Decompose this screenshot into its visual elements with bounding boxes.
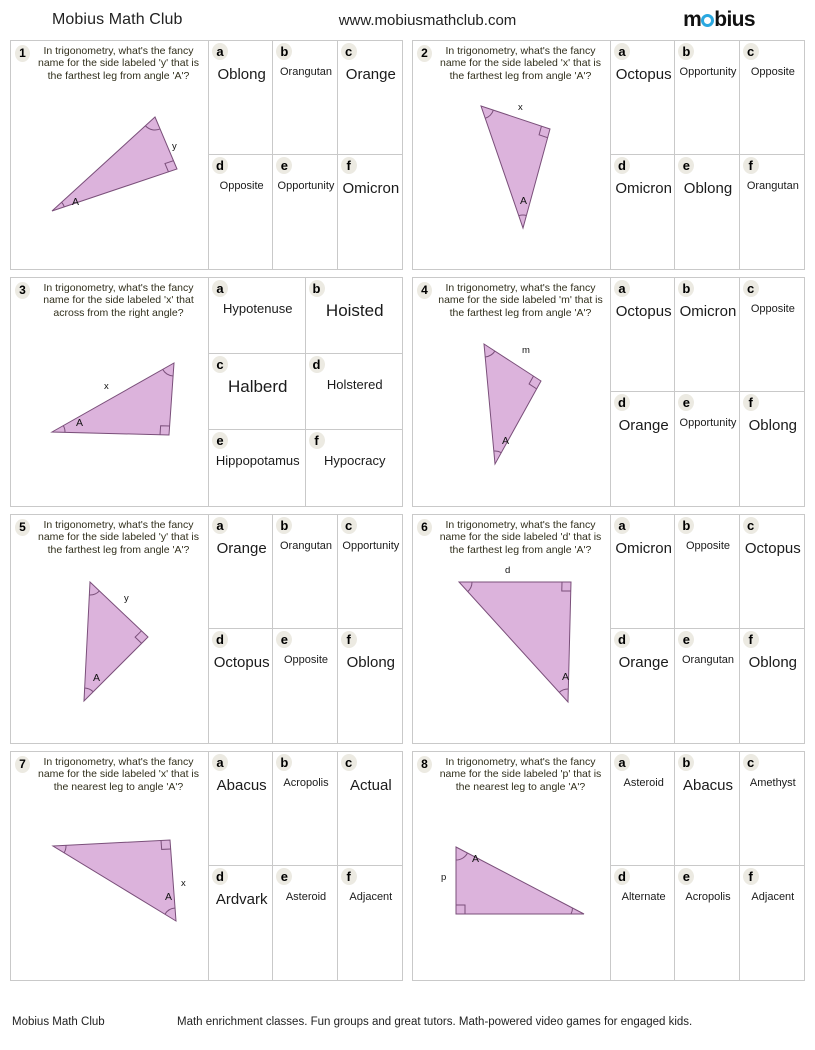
answer-options [611,278,804,506]
answer-option-f[interactable] [338,866,402,980]
answer-options [209,752,402,980]
answer-text: Abacus [682,777,734,794]
answer-text: Opposite [685,540,730,552]
answer-text: Orangutan [280,540,332,552]
answer-text: Oblong [748,417,798,434]
answer-option-b[interactable] [306,278,403,354]
triangle-svg [413,793,611,971]
answer-option-d[interactable] [611,866,675,980]
answer-text: Hippopotamus [215,453,300,468]
answer-option-d[interactable] [209,155,273,269]
answer-letter-badge: a [614,43,630,60]
answer-text: Opposite [219,180,264,192]
answer-text: Oblong [748,654,798,671]
answer-letter-badge: d [614,868,630,885]
answer-letter-badge: a [212,280,228,297]
answer-option-e[interactable] [273,629,337,743]
answer-letter-badge: f [743,868,759,885]
answer-letter-badge: e [276,157,292,174]
svg-text:p: p [441,872,447,884]
answer-text: Acropolis [283,777,329,789]
answer-letter-badge: f [743,631,759,648]
answer-text: Amethyst [749,777,796,789]
triangle-figure [413,556,610,743]
answer-letter-badge: d [212,157,228,174]
answer-letter-badge: b [678,280,694,297]
triangle-svg [413,82,611,260]
answer-text: Omicron [342,180,400,197]
answer-letter-badge: d [212,631,228,648]
answer-option-e[interactable] [675,392,739,506]
question-panel [11,41,209,269]
question-panel [11,752,209,980]
question-number-badge: 5 [15,519,30,536]
answer-letter-badge: a [212,43,228,60]
question-card [10,277,403,507]
answer-letter-badge: c [341,43,357,60]
answer-text: Hypotenuse [223,301,293,316]
svg-text:A: A [76,417,84,430]
answer-option-d[interactable] [209,629,273,743]
answer-option-d[interactable] [306,354,403,430]
answer-options [611,515,804,743]
question-text: In trigonometry, what's the fancy name for the side labeled 'x' that is the nearest leg to angle 'A'? [37,756,200,793]
answer-letter-badge: e [276,631,292,648]
triangle-figure [11,556,208,743]
question-text: In trigonometry, what's the fancy name for the side labeled 'x' that is the farthest leg from angle 'A'? [439,45,602,82]
answer-option-c[interactable] [740,278,804,392]
answer-option-a[interactable] [611,278,675,392]
triangle-figure [413,793,610,980]
footer-tagline: Math enrichment classes. Fun groups and great tutors. Math-powered video games for engaged kids. [177,1016,693,1028]
answer-text: Opposite [750,66,795,78]
answer-letter-badge: a [212,517,228,534]
triangle-svg [11,319,209,497]
svg-text:x: x [518,102,523,114]
question-card [10,514,403,744]
answer-text: Orange [216,540,267,557]
answer-text: Abacus [216,777,267,794]
question-panel [413,41,611,269]
answer-option-e[interactable] [273,155,337,269]
answer-text: Opposite [750,303,795,315]
answer-option-f[interactable] [740,629,804,743]
question-number-badge: 8 [417,756,432,773]
answer-option-b[interactable] [273,41,337,155]
answer-text: Opportunity [277,180,335,192]
answer-options [611,752,804,980]
answer-letter-badge: c [341,754,357,771]
triangle-svg [413,319,611,497]
answer-letter-badge: a [614,754,630,771]
answer-letter-badge: c [743,43,759,60]
answer-option-b[interactable] [273,515,337,629]
answer-letter-badge: c [743,517,759,534]
website-url: www.mobiusmathclub.com [338,11,517,29]
answer-option-c[interactable] [338,515,402,629]
answer-letter-badge: c [743,280,759,297]
page-footer [0,1016,815,1028]
triangle-svg [11,556,209,734]
answer-options [209,41,402,269]
answer-option-a[interactable] [209,41,273,155]
answer-option-b[interactable] [675,752,739,866]
answer-options [209,515,402,743]
answer-letter-badge: e [212,432,228,449]
question-card [412,277,805,507]
answer-text: Omicron [615,180,672,197]
answer-option-b[interactable] [273,752,337,866]
answer-text: Opportunity [679,417,737,429]
answer-option-d[interactable] [611,392,675,506]
answer-option-f[interactable] [740,155,804,269]
triangle-svg [11,793,209,971]
answer-text: Omicron [615,540,672,557]
triangle-figure [413,82,610,269]
answer-text: Orangutan [280,66,332,78]
question-panel [413,752,611,980]
answer-options [209,278,402,506]
answer-option-d[interactable] [611,629,675,743]
answer-option-f[interactable] [338,629,402,743]
answer-letter-badge: e [678,631,694,648]
answer-option-e[interactable] [675,629,739,743]
answer-option-e[interactable] [273,866,337,980]
answer-option-c[interactable] [740,41,804,155]
triangle-figure [11,793,208,980]
answer-letter-badge: a [614,517,630,534]
answer-letter-badge: e [678,157,694,174]
answer-letter-badge: f [743,157,759,174]
answer-letter-badge: f [341,868,357,885]
answer-letter-badge: d [309,356,325,373]
question-number-badge: 3 [15,282,30,299]
footer-brand: Mobius Math Club [12,1016,105,1028]
answer-option-c[interactable] [740,515,804,629]
answer-option-e[interactable] [209,430,306,506]
answer-option-b[interactable] [675,41,739,155]
answer-option-a[interactable] [611,41,675,155]
svg-text:x: x [181,878,186,890]
answer-text: Octopus [615,303,672,320]
answer-letter-badge: b [678,517,694,534]
answer-text: Orangutan [682,654,734,666]
question-text: In trigonometry, what's the fancy name for the side labeled 'x' that across from the right angle? [43,282,194,319]
answer-letter-badge: c [212,356,228,373]
question-card [10,40,403,270]
question-panel [413,278,611,506]
answer-text: Hoisted [325,301,384,320]
answer-letter-badge: b [678,754,694,771]
mobius-logo [637,9,797,31]
answer-option-a[interactable] [611,515,675,629]
logo-o-icon [701,14,714,27]
answer-option-c[interactable] [740,752,804,866]
answer-options [611,41,804,269]
svg-text:m: m [522,345,530,357]
answer-option-b[interactable] [675,515,739,629]
question-number-badge: 7 [15,756,30,773]
question-panel [11,278,209,506]
svg-text:d: d [505,565,511,577]
answer-option-c[interactable] [209,354,306,430]
answer-option-a[interactable] [611,752,675,866]
question-panel [413,515,611,743]
answer-letter-badge: d [614,631,630,648]
question-text: In trigonometry, what's the fancy name for the side labeled 'p' that is the nearest leg to angle 'A'? [439,756,602,793]
triangle-figure [11,319,208,506]
svg-text:A: A [520,195,528,208]
answer-option-f[interactable] [306,430,403,506]
question-text-row [11,515,208,556]
triangle-svg [413,556,611,734]
answer-letter-badge: b [276,754,292,771]
answer-text: Asteroid [623,777,664,789]
logo-text-post: bius [714,8,755,31]
triangle-svg [11,82,209,260]
question-text-row [413,752,610,793]
answer-text: Orange [618,417,669,434]
question-number-badge: 1 [15,45,30,62]
answer-option-f[interactable] [740,866,804,980]
question-number-badge: 2 [417,45,432,62]
question-text-row [413,278,610,319]
question-text-row [11,752,208,793]
question-card [10,751,403,981]
svg-text:y: y [172,141,177,153]
answer-text: Oblong [683,180,733,197]
answer-text: Opportunity [679,66,737,78]
question-text: In trigonometry, what's the fancy name for the side labeled 'm' that is the farthest leg from angle 'A'? [438,282,603,319]
answer-option-f[interactable] [338,155,402,269]
answer-text: Orange [618,654,669,671]
answer-letter-badge: d [614,157,630,174]
svg-text:A: A [93,672,101,685]
answer-option-e[interactable] [675,866,739,980]
answer-letter-badge: a [212,754,228,771]
answer-letter-badge: d [614,394,630,411]
answer-letter-badge: a [614,280,630,297]
answer-letter-badge: e [276,868,292,885]
answer-text: Alternate [621,891,666,903]
svg-text:A: A [562,671,570,684]
page-header [0,0,815,40]
answer-text: Oblong [217,66,266,83]
question-card [412,514,805,744]
answer-text: Acropolis [685,891,731,903]
answer-text: Asteroid [285,891,327,903]
svg-text:x: x [104,381,109,393]
answer-text: Hypocracy [324,453,386,468]
answer-text: Halberd [227,377,288,396]
answer-option-a[interactable] [209,515,273,629]
answer-text: Holstered [326,377,383,392]
question-card [412,40,805,270]
svg-text:y: y [124,593,129,605]
question-text-row [413,515,610,556]
svg-text:A: A [502,435,510,448]
answer-option-f[interactable] [740,392,804,506]
answer-text: Actual [349,777,392,794]
question-panel [11,515,209,743]
question-text-row [413,41,610,82]
answer-text: Octopus [615,66,672,83]
triangle-figure [413,319,610,506]
svg-text:A: A [165,891,173,904]
answer-letter-badge: b [276,517,292,534]
answer-letter-badge: d [212,868,228,885]
svg-text:A: A [472,853,480,866]
answer-text: Octopus [744,540,801,557]
svg-text:A: A [72,196,80,209]
answer-letter-badge: f [341,631,357,648]
answer-option-d[interactable] [209,866,273,980]
answer-letter-badge: e [678,394,694,411]
answer-text: Octopus [213,654,270,671]
answer-text: Orange [345,66,396,83]
logo-text-pre: m [683,8,702,31]
answer-text: Orangutan [746,180,799,192]
answer-letter-badge: c [341,517,357,534]
question-text-row [11,41,208,82]
question-card [412,751,805,981]
answer-text: Adjacent [751,891,795,903]
question-grid [0,40,815,981]
answer-letter-badge: f [309,432,325,449]
answer-option-c[interactable] [338,41,402,155]
answer-option-c[interactable] [338,752,402,866]
answer-option-e[interactable] [675,155,739,269]
answer-text: Opposite [283,654,328,666]
answer-letter-badge: e [678,868,694,885]
answer-text: Ardvark [215,891,268,908]
answer-text: Opportunity [342,540,400,552]
answer-option-d[interactable] [611,155,675,269]
question-text: In trigonometry, what's the fancy name for the side labeled 'd' that is the farthest leg from angle 'A'? [439,519,602,556]
answer-letter-badge: b [276,43,292,60]
answer-letter-badge: f [341,157,357,174]
answer-option-b[interactable] [675,278,739,392]
question-text-row [11,278,208,319]
answer-text: Adjacent [349,891,393,903]
answer-option-a[interactable] [209,278,306,354]
answer-letter-badge: b [678,43,694,60]
answer-letter-badge: b [309,280,325,297]
question-number-badge: 4 [417,282,432,299]
triangle-figure [11,82,208,269]
question-text: In trigonometry, what's the fancy name for the side labeled 'y' that is the farthest leg from angle 'A'? [37,45,200,82]
answer-letter-badge: c [743,754,759,771]
page-title: Mobius Math Club [52,11,183,28]
answer-text: Oblong [346,654,396,671]
question-number-badge: 6 [417,519,432,536]
answer-letter-badge: f [743,394,759,411]
answer-text: Omicron [679,303,737,320]
question-text: In trigonometry, what's the fancy name for the side labeled 'y' that is the farthest leg from angle 'A'? [37,519,200,556]
answer-option-a[interactable] [209,752,273,866]
